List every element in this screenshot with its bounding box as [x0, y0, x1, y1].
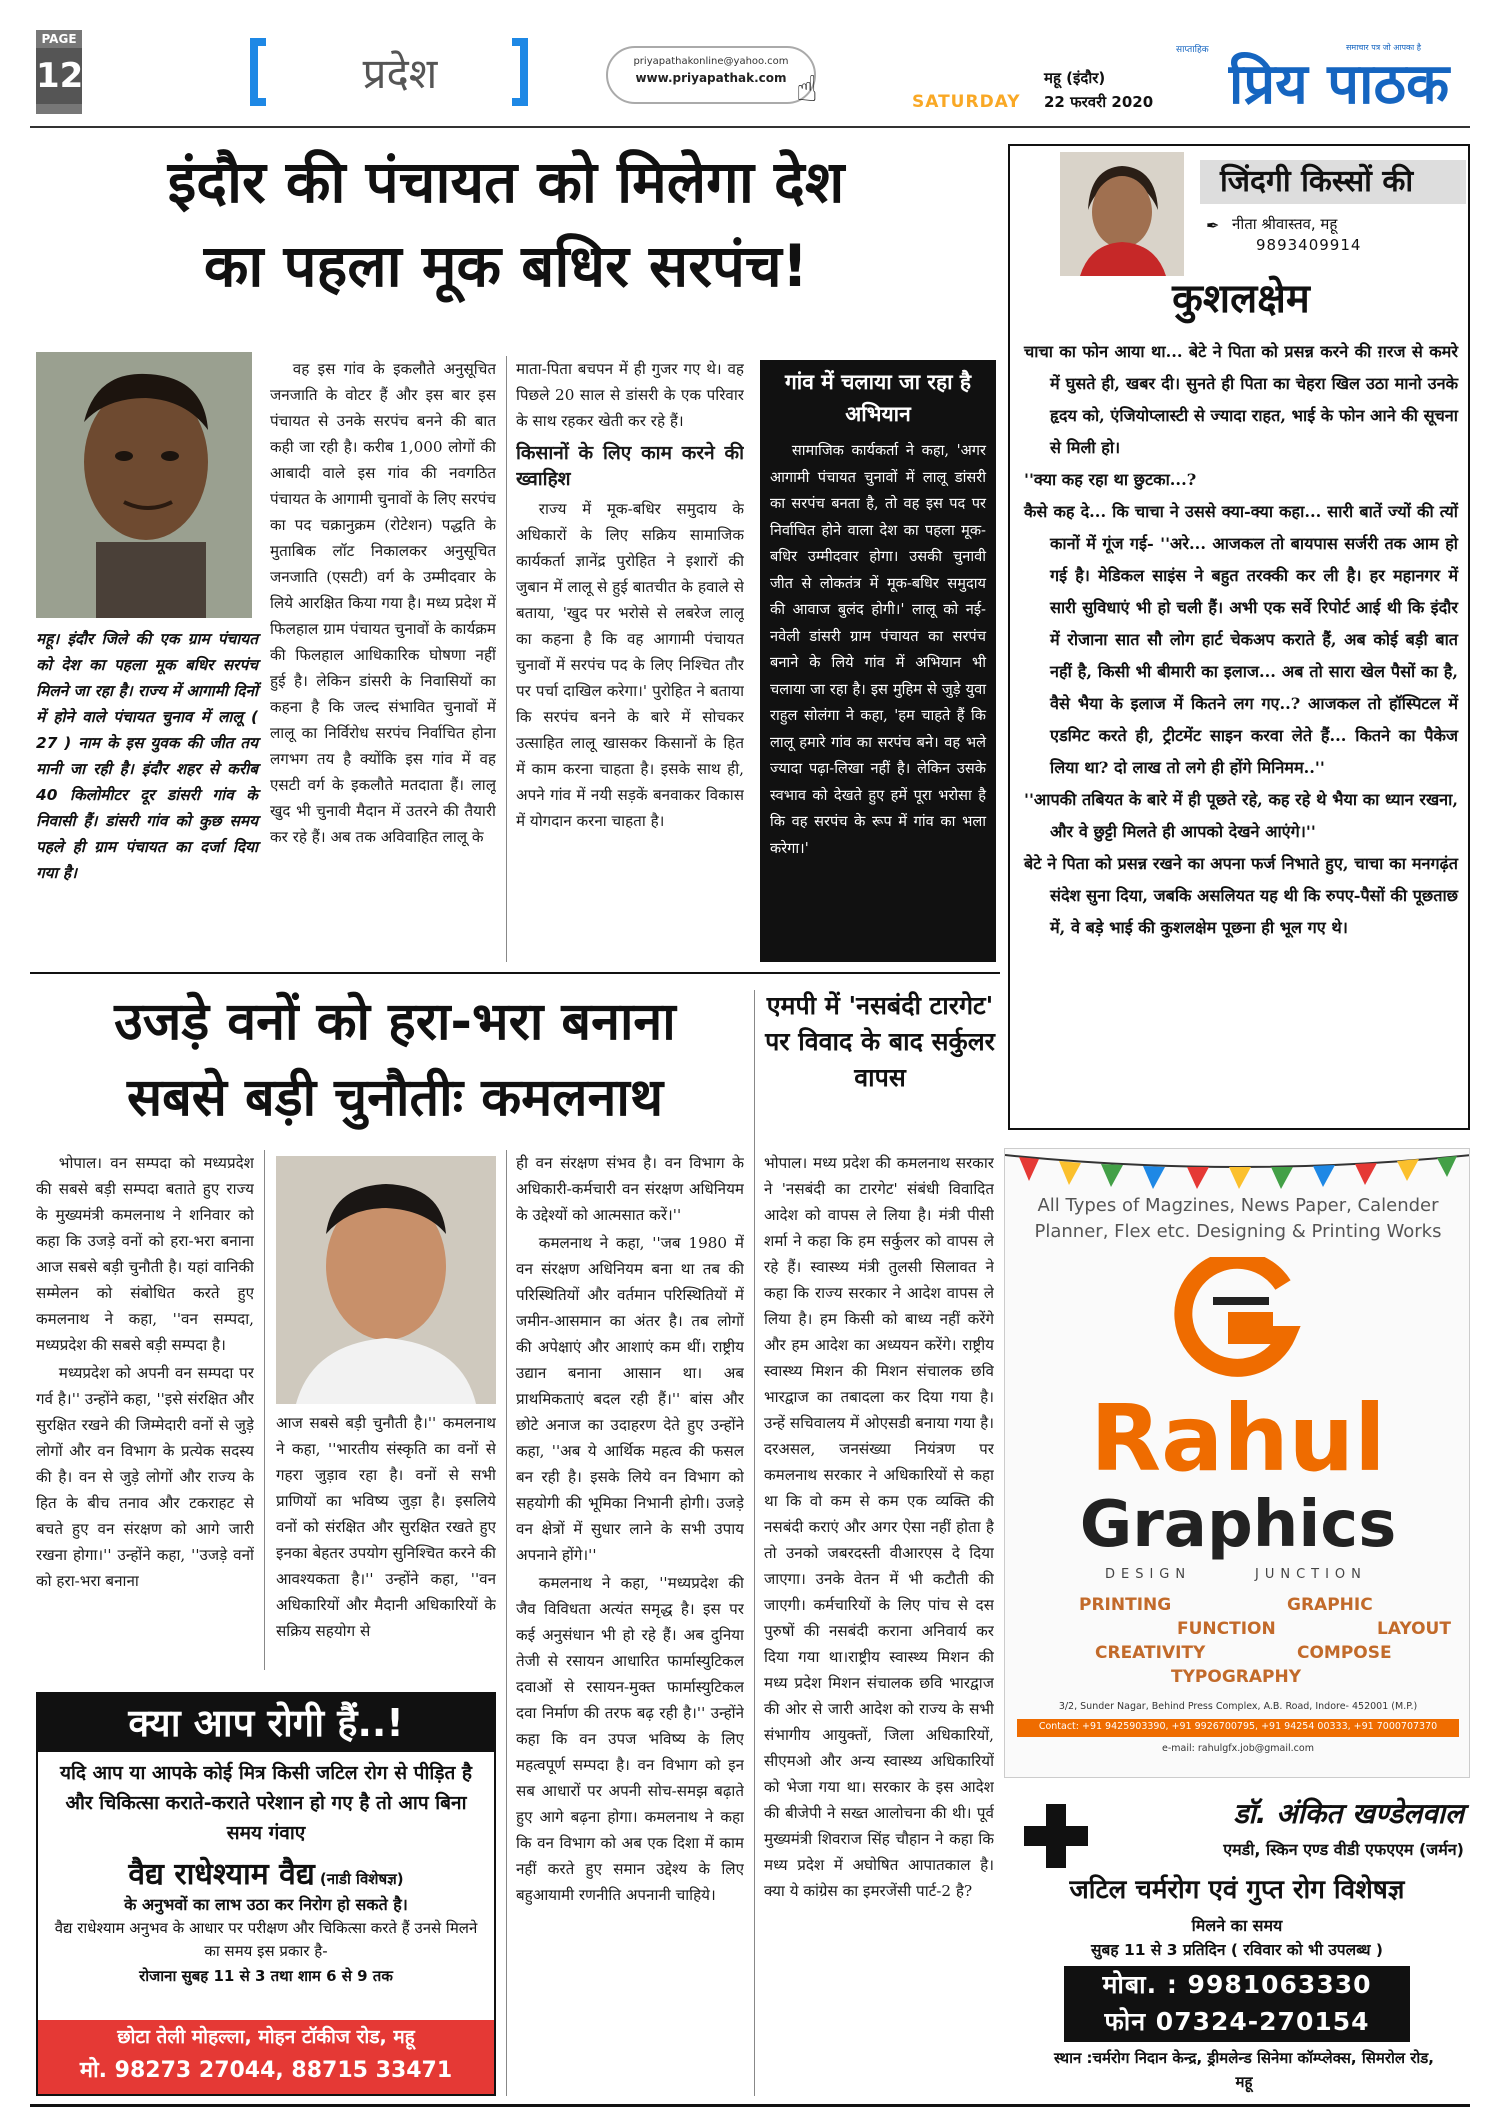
story2-column-2	[276, 1410, 496, 1672]
vaidya-ad-name: वैद्य राधेश्याम वैद्य	[128, 1857, 315, 1892]
doctor-mobile: मोबा. : 9981063330	[1102, 1970, 1372, 1999]
zindagi-title: जिंदगी किस्सों की	[1220, 164, 1414, 199]
story2-divider-2	[506, 1150, 507, 2096]
logo: प्रिय पाठक	[1228, 52, 1450, 117]
rahul-word-layout: LAYOUT	[1377, 1619, 1451, 1639]
author-portrait-image	[1060, 152, 1184, 276]
story2-divider-3	[754, 990, 755, 2096]
vaidya-ad-line2: के अनुभवों का लाभ उठा कर निरोग हो सकते है।	[124, 1895, 408, 1914]
story1-divider-1	[506, 356, 507, 962]
story2-col1-text: भोपाल। वन सम्पदा को मध्यप्रदेश की सबसे बड़ी सम्पदा बताते हुए राज्य के मुख्यमंत्री कमलनाथ ने शनिवार को कहा कि उजड़े वनों को हरा-भरा बनाना आज सबसे बड़ी चुनौती है। यहां वानिकी सम्मेलन को संबोधित करते हुए कमलनाथ ने कहा, ''वन सम्पदा, मध्यप्रदेश की सबसे बड़ी सम्पदा है।	[36, 1154, 254, 1354]
story3-text: भोपाल। मध्य प्रदेश की कमलनाथ सरकार ने 'नसबंदी का टारगेट' संबंधी विवादित आदेश को वापस ले लिया है। मंत्री पीसी शर्मा ने कहा कि हम सर्कुलर को वापस ले रहे हैं। स्वास्थ्य मंत्री तुलसी सिलावत ने कहा कि राज्य सरकार ने आदेश वापस ले लिया है। हम किसी को बाध्य नहीं करेंगे और हम आदेश का अध्ययन करेंगे। राष्ट्रीय स्वास्थ्य मिशन की मिशन संचालक छवि भारद्वाज का तबादला कर दिया गया है।उन्हें सचिवालय में ओएसडी बनाया गया है। दरअसल, जनसंख्या नियंत्रण पर कमलनाथ सरकार ने अधिकारियों से कहा था कि वो कम से कम एक व्यक्ति की नसबंदी कराएं और अगर ऐसा नहीं होता है तो उनको जबरदस्ती वीआरएस दे दिया जाएगा। उनके वेतन में भी कटौती की जाएगी। कर्मचारियों के लिए पांच से दस पुरुषों की नसबंदी कराना अनिवार्य कर दिया गया था।राष्ट्रीय स्वास्थ्य मिशन की मध्य प्रदेश मिशन संचालक छवि भारद्वाज की ओर से जारी आदेश को राज्य के सभी संभागीय आयुक्तों, जिला अधिकारियों, सीएमओ और अन्य स्वास्थ्य अधिकारियों को भेजा गया था। सरकार के इस आदेश की बीजेपी ने सख्त आलोचना की थी। पूर्व मुख्यमंत्री शिवराज सिंह चौहान ने कहा कि मध्य प्रदेश में अघोषित आपातकाल है। क्या ये कांग्रेस का इमरजेंसी पार्ट-2 है?	[764, 1154, 994, 1900]
story1-column-2	[516, 356, 744, 962]
rahul-graphics-ad	[1004, 1148, 1470, 1778]
vaidya-ad-line1: यदि आप या आपके कोई मित्र किसी जटिल रोग से पीड़ित है और चिकित्सा कराते-कराते परेशान हो गए है तो आप बिना समय गंवाए	[59, 1762, 473, 1844]
story1-col2-subhead: किसानों के लिए काम करने की ख्वाहिश	[516, 442, 744, 490]
campaign-box-title: गांव में चलाया जा रहा है अभियान	[784, 370, 972, 426]
vaidya-ad-phone: मो. 98273 27044, 88715 33471	[79, 2058, 453, 2083]
vaidya-ad-footer	[38, 2020, 494, 2094]
doctor-time: सुबह 11 से 3 प्रतिदिन ( रविवार को भी उपलब्ध )	[1090, 1941, 1384, 1959]
story2-photo	[276, 1156, 496, 1404]
vaidya-ad-line3: वैद्य राधेश्याम अनुभव के आधार पर परीक्षण और चिकित्सा करते हैं उनसे मिलने का समय इस प्रकार है-	[54, 1919, 478, 1960]
story1-col2a-text: माता-पिता बचपन में ही गुजर गए थे। वह पिछले 20 साल से डांसरी के एक परिवार के साथ रहकर खेती कर रहे हैं।	[516, 360, 744, 430]
contact-oval	[606, 46, 816, 104]
vaidya-ad	[36, 1692, 496, 2096]
vaidya-ad-name-row	[38, 1852, 494, 1893]
vaidya-ad-title-bar	[38, 1694, 494, 1752]
zindagi-p3: कैसे कह दे... कि चाचा ने उससे क्या-क्या कहा... सारी बातें ज्यों की त्यों कानों में गूंज गई- ''अरे... आजकल तो बायपास सर्जरी तक आम हो गई है। मेडिकल साइंस ने बहुत तरक्की कर ली है। हर महानगर में सारी सुविधाएं भी हो चली हैं। अभी एक सर्वे रिपोर्ट आई थी कि इंदौर में रोजाना सात सौ लोग हार्ट चेकअप कराते हैं, अब कोई बड़ी बात नहीं है, किसी भी बीमारी का इलाज... अब तो सारा खेल पैसों का है, वैसे भैया के इलाज में कितने लग गए..? आजकल तो हॉस्पिटल में एडमिट करते ही, ट्रीटमेंट साइन करवा लेते हैं... कितने का पैकेज लिया था? दो लाख तो लगे ही होंगे मिनिमम..''	[1024, 502, 1458, 777]
story2-col3-text: ही वन संरक्षण संभव है। वन विभाग के अधिकारी-कर्मचारी वन संरक्षण अधिनियम के उद्देश्यों को आत्मसात करें।''	[516, 1154, 744, 1224]
rahul-address: 3/2, Sunder Nagar, Behind Press Complex, A.B. Road, Indore- 452001 (M.P.)	[1058, 1701, 1418, 1712]
vaidya-ad-name-suffix: (नाडी विशेषज्ञ)	[319, 1870, 404, 1888]
logo-tag-right: समाचार पत्र जो आपका है	[1346, 43, 1422, 52]
rahul-word-compose: COMPOSE	[1297, 1643, 1392, 1663]
pen-icon: ✒	[1206, 216, 1220, 235]
story2-headline-line2: सबसे बड़ी चुनौतीः कमलनाथ	[126, 1068, 664, 1128]
hand-pointer-icon: ☝	[796, 69, 818, 110]
story2-col2-text: आज सबसे बड़ी चुनौती है।'' कमलनाथ ने कहा, ''भारतीय संस्कृति का वनों से गहरा जुड़ाव रहा है। वनों से सभी प्राणियों का भविष्य जुड़ा है। इसलिये वनों को संरक्षित और सुरक्षित रखते हुए इनका बेहतर उपयोग सुनिश्चित करने की आवश्यकता है।'' उन्होंने कहा, ''वन अधिकारियों और मैदानी अधिकारियों के सक्रिय सहयोग से	[276, 1414, 496, 1640]
bottom-rule	[30, 2104, 1470, 2107]
story2-col3b-text: कमलनाथ ने कहा, ''जब 1980 में वन संरक्षण अधिनियम बना था तब की परिस्थितियों और वर्तमान परिस्थितियों में जमीन-आसमान का अंतर है। तब लोगों की अपेक्षाएं और आशाएं कम थीं। राष्ट्रीय उद्यान बनाना आसान था। अब प्राथमिकताएं बदल रही हैं।'' बांस और छोटे अनाज का उदाहरण देते हुए उन्होंने कहा, ''अब ये आर्थिक महत्व की फसल बन रही है। इसके लिये वन विभाग को सहयोगी की भूमिका निभानी होगी। उजड़े वन क्षेत्रों में सुधार लाने के सभी उपाय अपनाने होंगे।''	[516, 1234, 744, 1564]
doctor-name: डॉ. अंकित खण्डेलवाल	[1233, 1797, 1464, 1830]
zindagi-story-title: कुशलक्षेम	[1172, 276, 1310, 322]
date-label: 22 फरवरी 2020	[1044, 93, 1154, 111]
rahul-contact: Contact: +91 9425903390, +91 9926700795, +91 94254 00333, +91 7000707370	[1038, 1721, 1438, 1732]
story1-photo	[36, 352, 252, 618]
zindagi-phone: 9893409914	[1256, 236, 1362, 254]
zindagi-p4: ''आपकी तबियत के बारे में ही पूछते रहे, कह रहे थे भैया का ध्यान रखना, और वे छुट्टी मिलते ही आपको देखने आएंगे।''	[1024, 790, 1458, 841]
doctor-address: स्थान :चर्मरोग निदान केन्द्र, ड्रीमलेन्ड सिनेमा कॉम्प्लेक्स, सिमरोल रोड, महू	[1053, 2049, 1435, 2091]
story2-col3c-text: कमलनाथ ने कहा, ''मध्यप्रदेश की जैव विविधता अत्यंत समृद्ध है। इस पर कई अनुसंधान भी हो रहे हैं। अब दुनिया तेजी से रसायन आधारित फार्मास्युटिकल दवाओं से रसायन-मुक्त फार्मास्युटिकल दवा निर्माण की तरफ बढ़ रही है।'' उन्होंने कहा कि वन उपज भविष्य के लिए महत्वपूर्ण सम्पदा है। वन विभाग को इन सब आधारों पर अपनी सोच-समझ बढ़ाते हुए आगे बढ़ना होगा। कमलनाथ ने कहा कि वन विभाग को अब एक दिशा में काम नहीं करते हुए समान उद्देश्य के लिए बहुआयामी रणनीति अपनानी चाहिये।	[516, 1574, 744, 1904]
doctor-phone: फोन 07324-270154	[1104, 2007, 1370, 2036]
mid-rule	[30, 972, 1000, 974]
rahul-brand-1: Rahul	[1090, 1385, 1386, 1492]
zindagi-p1: चाचा का फोन आया था... बेटे ने पिता को प्रसन्न करने की ग़रज से कमरे में घुसते ही, खबर दी। सुनते ही पिता का चेहरा खिल उठा मानो उनके हृदय को, एंजियोप्लास्टी से ज्यादा राहत, भाई के फोन आने की सूचना से मिली हो।	[1024, 342, 1458, 457]
story1-headline-line2: का पहला मूक बधिर सरपंच!	[203, 232, 809, 300]
medical-cross-icon	[1024, 1804, 1088, 1868]
rahul-word-function: FUNCTION	[1177, 1619, 1276, 1639]
masthead-rule	[30, 126, 1470, 128]
zindagi-author: नीता श्रीवास्तव, महू	[1232, 215, 1338, 233]
email-text: priyapathakonline@yahoo.com	[633, 56, 789, 67]
story2-column-3	[516, 1150, 744, 2096]
campaign-box-text: सामाजिक कार्यकर्ता ने कहा, 'अगर आगामी पंचायत चुनावों में लालू डांसरी का सरपंच बनता है, तो वह इस पद पर निर्वाचित होने वाला देश का पहला मूक-बधिर उम्मीदवार होगा। उसकी चुनावी जीत से लोकतंत्र में मूक-बधिर समुदाय की आवाज बुलंद होगी।' लालू को नई-नवेली डांसरी ग्राम पंचायत का सरपंच बनाने के लिये गांव में अभियान भी चलाया जा रहा है। इस मुहिम से जुड़े युवा राहुल सोलंगा ने कहा, 'हम चाहते हैं कि लालू हमारे गांव का सरपंच बने। वह भले ज्यादा पढ़ा-लिखा नहीं है। लेकिन उसके स्वभाव को देखते हुए हमें पूरा भरोसा है कि वह सरपंच के रूप में गांव का भला करेगा।'	[770, 442, 986, 857]
author-photo	[1060, 152, 1184, 276]
zindagi-p2: ''क्या कह रहा था छुटका...?	[1024, 470, 1197, 489]
section-bracket-right	[512, 38, 528, 106]
story1-col1-text: वह इस गांव के इकलौते अनुसूचित जनजाति के वोटर हैं और इस बार इस पंचायत से उनके सरपंच बनने की बात कही जा रही है। करीब 1,000 लोगों की आबादी वाले इस गांव की नवगठित पंचायत के आगामी चुनावों के लिए सरपंच का पद चक्रानुक्रम (रोटेशन) पद्धति के मुताबिक लॉट निकालकर अनुसूचित जनजाति (एसटी) वर्ग के उम्मीदवार के लिये आरक्षित किया गया है। मध्य प्रदेश में फिलहाल ग्राम पंचायत चुनावों के कार्यक्रम की फिलहाल आधिकारिक घोषणा नहीं हुई है। लेकिन डांसरी के निवासियों का कहना है कि जल्द संभावित चुनावों में लालू का निर्विरोध सरपंच निर्वाचित होना लगभग तय है क्योंकि इस गांव में वह एसटी वर्ग के इकलौते मतदाता हैं। लालू खुद भी चुनावी मैदान में उतरने की तैयारी कर रहे हैं। अब तक अविवाहित लालू के	[270, 360, 496, 846]
rahul-word-printing: PRINTING	[1079, 1595, 1172, 1615]
story1-headline-line1: इंदौर की पंचायत को मिलेगा देश	[167, 148, 845, 216]
vaidya-ad-timing: रोजाना सुबह 11 से 3 तथा शाम 6 से 9 तक	[139, 1967, 393, 1985]
zindagi-box	[1008, 144, 1470, 1130]
page-label	[36, 30, 82, 114]
page-number: 12	[36, 48, 82, 104]
zindagi-story-body	[1024, 336, 1458, 944]
story2-headline-line1: उजड़े वनों को हरा-भरा बनाना	[114, 992, 676, 1052]
rahul-g-logo-icon	[1173, 1257, 1301, 1385]
doctor-specialty: जटिल चर्मरोग एवं गुप्त रोग विशेषज्ञ	[1069, 1875, 1405, 1905]
story3-headline: एमपी में 'नसबंदी टारगेट' पर विवाद के बाद सर्कुलर वापस	[765, 991, 995, 1092]
rahul-tagline: All Types of Magzines, News Paper, Calender Planner, Flex etc. Designing & Printing Works	[1034, 1195, 1442, 1242]
day-label: SATURDAY	[912, 92, 1021, 112]
young-man-portrait-image	[36, 352, 252, 618]
rahul-word-typography: TYPOGRAPHY	[1171, 1667, 1302, 1687]
bunting-decoration	[1005, 1149, 1470, 1189]
section-title: प्रदेश	[362, 49, 438, 98]
doctor-ad	[1004, 1790, 1470, 2096]
rahul-brand-2: Graphics	[1079, 1488, 1397, 1562]
vaidya-ad-title: क्या आप रोगी हैं..!	[128, 1701, 404, 1745]
rahul-sub-right: JUNCTION	[1255, 1567, 1367, 1582]
story1-caption: महू। इंदौर जिले की एक ग्राम पंचायत को देश का पहला मूक बधिर सरपंच मिलने जा रहा है। राज्य में आगामी दिनों में होने वाले पंचायत चुनाव में लालू ( 27 ) नाम के इस युवक की जीत तय मानी जा रही है। इंदौर शहर से करीब 40 किलोमीटर दूर डांसरी गांव के निवासी हैं। डांसरी गांव को कुछ समय पहले ही ग्राम पंचायत का दर्जा दिया गया है।	[36, 630, 258, 882]
vaidya-ad-address: छोटा तेली मोहल्ला, मोहन टॉकीज रोड, महू	[117, 2026, 415, 2048]
doctor-time-label: मिलने का समय	[1191, 1916, 1283, 1935]
rahul-word-graphic: GRAPHIC	[1287, 1595, 1373, 1615]
story2-headline	[30, 984, 760, 1136]
page-label-text: PAGE	[41, 32, 77, 46]
story1-column-1	[270, 356, 496, 962]
kamalnath-portrait-image	[276, 1156, 496, 1404]
story3-column	[764, 1150, 994, 2096]
website-text: www.priyapathak.com	[635, 71, 787, 85]
place-label: महू (इंदौर)	[1044, 69, 1106, 87]
section-bracket-left	[250, 38, 266, 106]
campaign-box	[760, 360, 996, 962]
story2-column-1	[36, 1150, 254, 1670]
rahul-sub-left: DESIGN	[1105, 1567, 1192, 1582]
doctor-phone-box	[1064, 1966, 1410, 2042]
story2-divider-1	[264, 1150, 265, 1670]
zindagi-p5: बेटे ने पिता को प्रसन्न रखने का अपना फर्ज निभाते हुए, चाचा का मनगढ़ंत संदेश सुना दिया, जबकि असलियत यह थी कि रुपए-पैसों की पूछताछ में, वे बड़े भाई की कुशलक्षेम पूछना ही भूल गए थे।	[1024, 854, 1458, 937]
story2-col1b-text: मध्यप्रदेश को अपनी वन सम्पदा पर गर्व है।'' उन्होंने कहा, ''इसे संरक्षित और सुरक्षित रखने की जिम्मेदारी वनों से जुड़े लोगों और वन विभाग के प्रत्येक सदस्य की है। वन से जुड़े लोगों और राज्य के हित के बीच तनाव और टकराहट से बचते हुए वन संरक्षण को आगे जारी रखना होगा।'' उन्होंने कहा, ''उजड़े वनों को हरा-भरा बनाना	[36, 1364, 254, 1590]
story1-col2b-text: राज्य में मूक-बधिर समुदाय के अधिकारों के लिए सक्रिय सामाजिक कार्यकर्ता ज्ञानेंद्र पुरोहित ने इशारों की जुबान में लालू से हुई बातचीत के हवाले से बताया, 'खुद पर भरोसे से लबरेज लालू का कहना है कि वह आगामी पंचायत चुनावों में सरपंच पद के लिए निश्चित तौर पर पर्चा दाखिल करेगा।' पुरोहित ने बताया कि सरपंच बनने के बारे में सोचकर उत्साहित लालू खासकर किसानों के हित में काम करना चाहता है। इसके साथ ही, अपने गांव में नयी सड़कें बनवाकर विकास में योगदान करना चाहता है।	[516, 500, 744, 830]
doctor-degree: एमडी, स्किन एण्ड वीडी एफएएम (जर्मन)	[1223, 1840, 1464, 1859]
rahul-email: e-mail: rahulgfx.job@gmail.com	[1162, 1743, 1314, 1754]
story1-headline	[36, 140, 976, 308]
rahul-word-creativity: CREATIVITY	[1095, 1643, 1206, 1663]
logo-tag-left: साप्ताहिक	[1176, 45, 1209, 55]
